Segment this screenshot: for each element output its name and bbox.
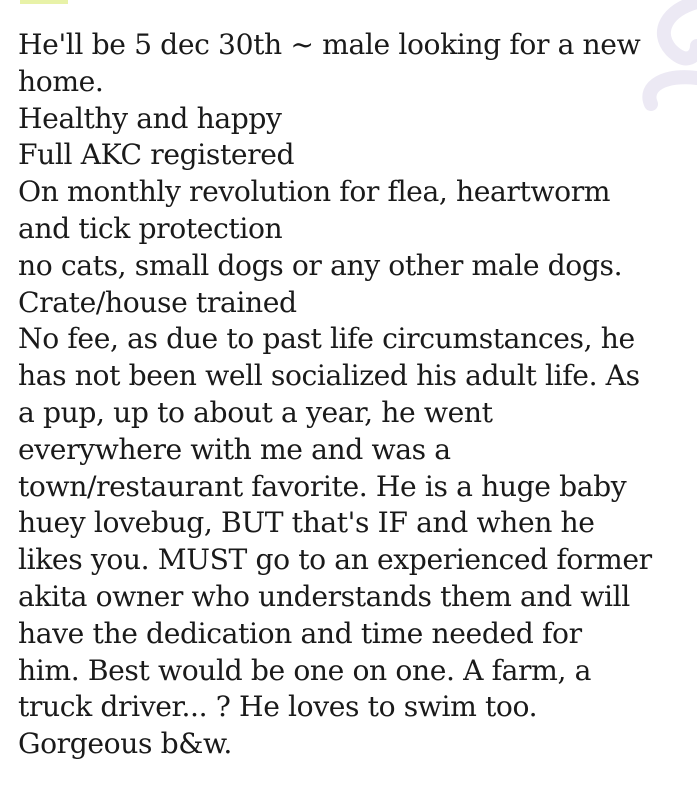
post-line: Gorgeous b&w.	[18, 727, 232, 761]
post-line: Crate/house trained	[18, 285, 297, 319]
post-line: truck driver... ? He loves to swim too.	[18, 690, 538, 724]
post-line: everywhere with me and was a	[18, 432, 451, 466]
post-line: and tick protection	[18, 211, 283, 245]
post-line: On monthly revolution for flea, heartworm	[18, 175, 611, 209]
top-accent-bar	[20, 0, 68, 4]
post-line: No fee, as due to past life circumstances, he	[18, 322, 635, 356]
post-line: has not been well socialized his adult life. As	[18, 359, 640, 393]
post-line: town/restaurant favorite. He is a huge baby	[18, 469, 627, 503]
post-line: likes you. MUST go to an experienced former	[18, 543, 652, 577]
post-line: him. Best would be one on one. A farm, a	[18, 653, 591, 687]
post-line: a pup, up to about a year, he went	[18, 395, 493, 429]
post-line: Full AKC registered	[18, 138, 295, 172]
post-line: home.	[18, 64, 104, 98]
post-line: Healthy and happy	[18, 101, 282, 135]
post-body-text	[18, 27, 688, 763]
post-line: have the dedication and time needed for	[18, 616, 582, 650]
post-line: no cats, small dogs or any other male dogs.	[18, 248, 623, 282]
post-line: akita owner who understands them and will	[18, 579, 630, 613]
post-line: He'll be 5 dec 30th ~ male looking for a new	[18, 28, 641, 61]
post-line: huey lovebug, BUT that's IF and when he	[18, 506, 595, 540]
